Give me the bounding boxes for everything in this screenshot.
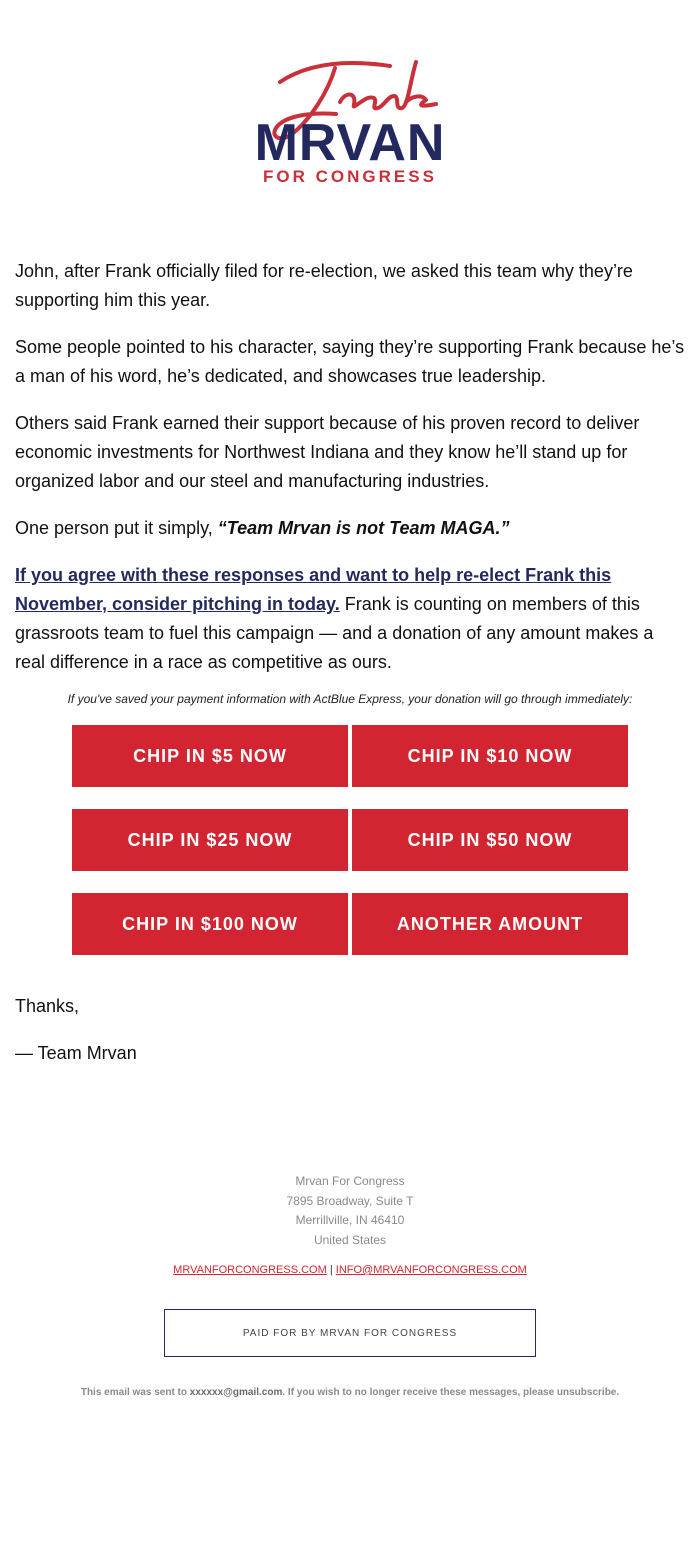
unsubscribe-notice (0, 1387, 700, 1398)
paid-for-disclaimer: PAID FOR BY MRVAN FOR CONGRESS (164, 1309, 536, 1357)
chip-in-5-button[interactable]: CHIP IN $5 NOW (72, 725, 348, 787)
signoff-thanks: Thanks, (15, 996, 80, 1016)
frank-mrvan-logo-icon (240, 52, 460, 192)
paragraph-record: Others said Frank earned their support because of his proven record to deliver economic investments for Northwest Indiana and they know he’ll stand up for organized labor and our steel and manufacturing industries. (15, 413, 640, 491)
footer-link-separator: | (329, 1264, 333, 1276)
quote-text: “Team Mrvan is not Team MAGA.” (217, 518, 510, 538)
footer-street: 7895 Broadway, Suite T (286, 1193, 414, 1208)
signoff-team: — Team Mrvan (15, 1043, 137, 1063)
logo-surname: MRVAN (254, 114, 446, 172)
chip-in-10-button[interactable]: CHIP IN $10 NOW (352, 725, 628, 787)
quote-lead: One person put it simply, (15, 518, 213, 538)
chip-in-25-button[interactable]: CHIP IN $25 NOW (72, 809, 348, 871)
footer-city: Merrillville, IN 46410 (295, 1213, 405, 1227)
website-link[interactable]: MRVANFORCONGRESS.COM (173, 1264, 327, 1276)
paragraph-character: Some people pointed to his character, saying they’re supporting Frank because he’s a man of his word, he’s dedicated, and showcases true leadership. (15, 337, 685, 386)
email-body (15, 257, 687, 695)
cta-rest: Frank is counting on members of this grassroots team to fuel this campaign — and a donation of any amount makes a real difference in a race as competitive as ours. (15, 594, 654, 672)
campaign-logo (0, 52, 700, 192)
paragraph-intro: John, after Frank officially filed for re-election, we asked this team why they’re supporting him this year. (15, 261, 633, 310)
paragraph-quote (15, 514, 687, 543)
recipient-email: xxxxxx@gmail.com (189, 1387, 283, 1398)
donate-cta-link[interactable]: If you agree with these responses and want to help re-elect Frank this November, consider pitching in today. (15, 565, 612, 614)
chip-in-50-button[interactable]: CHIP IN $50 NOW (352, 809, 628, 871)
another-amount-button[interactable]: ANOTHER AMOUNT (352, 893, 628, 955)
chip-in-100-button[interactable]: CHIP IN $100 NOW (72, 893, 348, 955)
footer-country: United States (313, 1232, 387, 1247)
paragraph-cta (15, 561, 687, 677)
footer-org: Mrvan For Congress (295, 1174, 405, 1188)
logo-tagline: FOR CONGRESS (263, 167, 437, 186)
contact-email-link[interactable]: INFO@MRVANFORCONGRESS.COM (335, 1264, 527, 1276)
footer-links (0, 1264, 700, 1276)
actblue-express-note: If you've saved your payment information with ActBlue Express, your donation will go through immediately: (67, 692, 633, 706)
unsub-lead: This email was sent to (80, 1387, 187, 1398)
footer-address (0, 1172, 700, 1250)
unsubscribe-link[interactable]: . If you wish to no longer receive these messages, please unsubscribe. (282, 1387, 620, 1398)
